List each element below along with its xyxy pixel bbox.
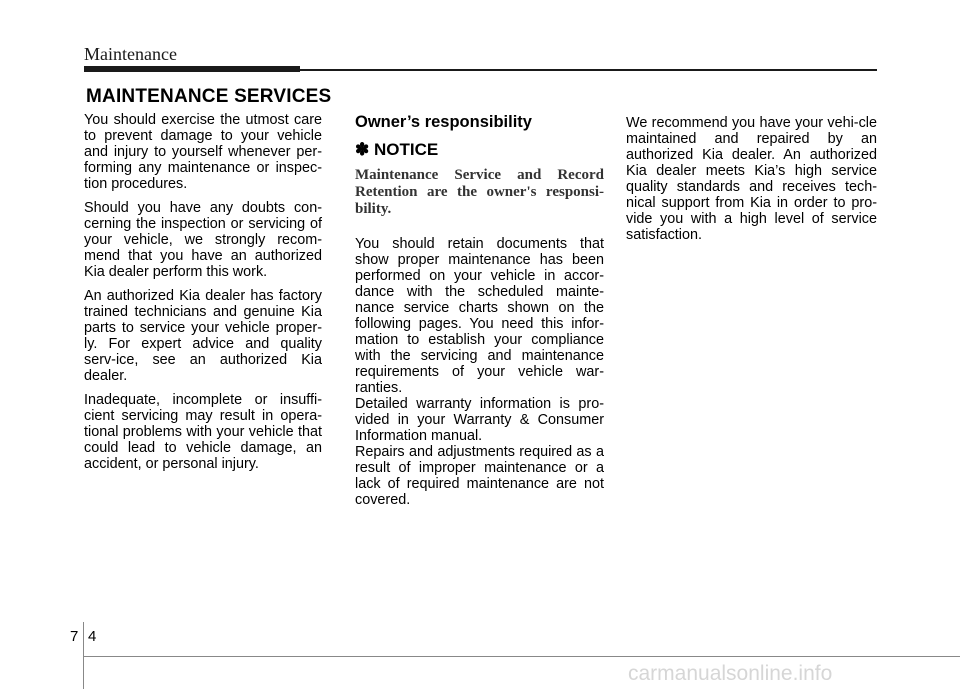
header-rule-thick bbox=[84, 66, 300, 72]
paragraph: An authorized Kia dealer has factory trained technicians and genuine Kia parts to service your vehicle proper-ly. For expert advice and quality serv-ice, see an authorized Kia dealer. bbox=[84, 288, 322, 384]
column-3 bbox=[626, 115, 877, 251]
asterisk-icon: ✽ bbox=[355, 140, 370, 159]
paragraph: You should retain documents that show proper maintenance has been performed on your vehicle in accor-dance with the scheduled mainte-nance service charts shown on the following pages. You need this infor-mation to establish your compliance with the servicing and maintenance requirements of your vehicle war-ranties. bbox=[355, 236, 604, 396]
notice-heading bbox=[355, 142, 604, 158]
column-1 bbox=[84, 112, 322, 480]
paragraph: Detailed warranty information is pro-vided in your Warranty & Consumer Information manual. bbox=[355, 396, 604, 444]
chapter-number: 7 bbox=[70, 628, 79, 645]
page-number: 4 bbox=[88, 628, 97, 645]
header-rule-thin bbox=[300, 69, 877, 71]
footer-horizontal-rule bbox=[83, 656, 960, 657]
page-header-title: Maintenance bbox=[84, 44, 177, 64]
paragraph: Repairs and adjustments required as a result of improper maintenance or a lack of required maintenance are not covered. bbox=[355, 444, 604, 508]
watermark: carmanualsonline.info bbox=[628, 662, 833, 685]
paragraph: Inadequate, incomplete or insuffi-cient servicing may result in opera-tional problems with your vehicle that could lead to vehicle damage, an accident, or personal injury. bbox=[84, 392, 322, 472]
notice-label: NOTICE bbox=[373, 140, 439, 159]
paragraph: Should you have any doubts con-cerning the inspection or servicing of your vehicle, we strongly recom-mend that you have an authorized Kia dealer perform this work. bbox=[84, 200, 322, 280]
paragraph: We recommend you have your vehi-cle maintained and repaired by an authorized Kia dealer. An authorized Kia dealer meets Kia’s high service quality standards and receives tech-nical support from Kia in order to pro-vide you with a high level of service satisfaction. bbox=[626, 115, 877, 243]
column-2-body bbox=[355, 236, 604, 508]
owners-responsibility-heading: Owner’s responsibility bbox=[355, 113, 532, 131]
notice-text: Maintenance Service and Record Retention are the owner's responsi-bility. bbox=[355, 167, 604, 217]
paragraph: You should exercise the utmost care to prevent damage to your vehicle and injury to yourself whenever per-forming any maintenance or inspec-tion procedures. bbox=[84, 112, 322, 192]
section-heading: MAINTENANCE SERVICES bbox=[86, 86, 332, 107]
column-2 bbox=[355, 112, 604, 508]
